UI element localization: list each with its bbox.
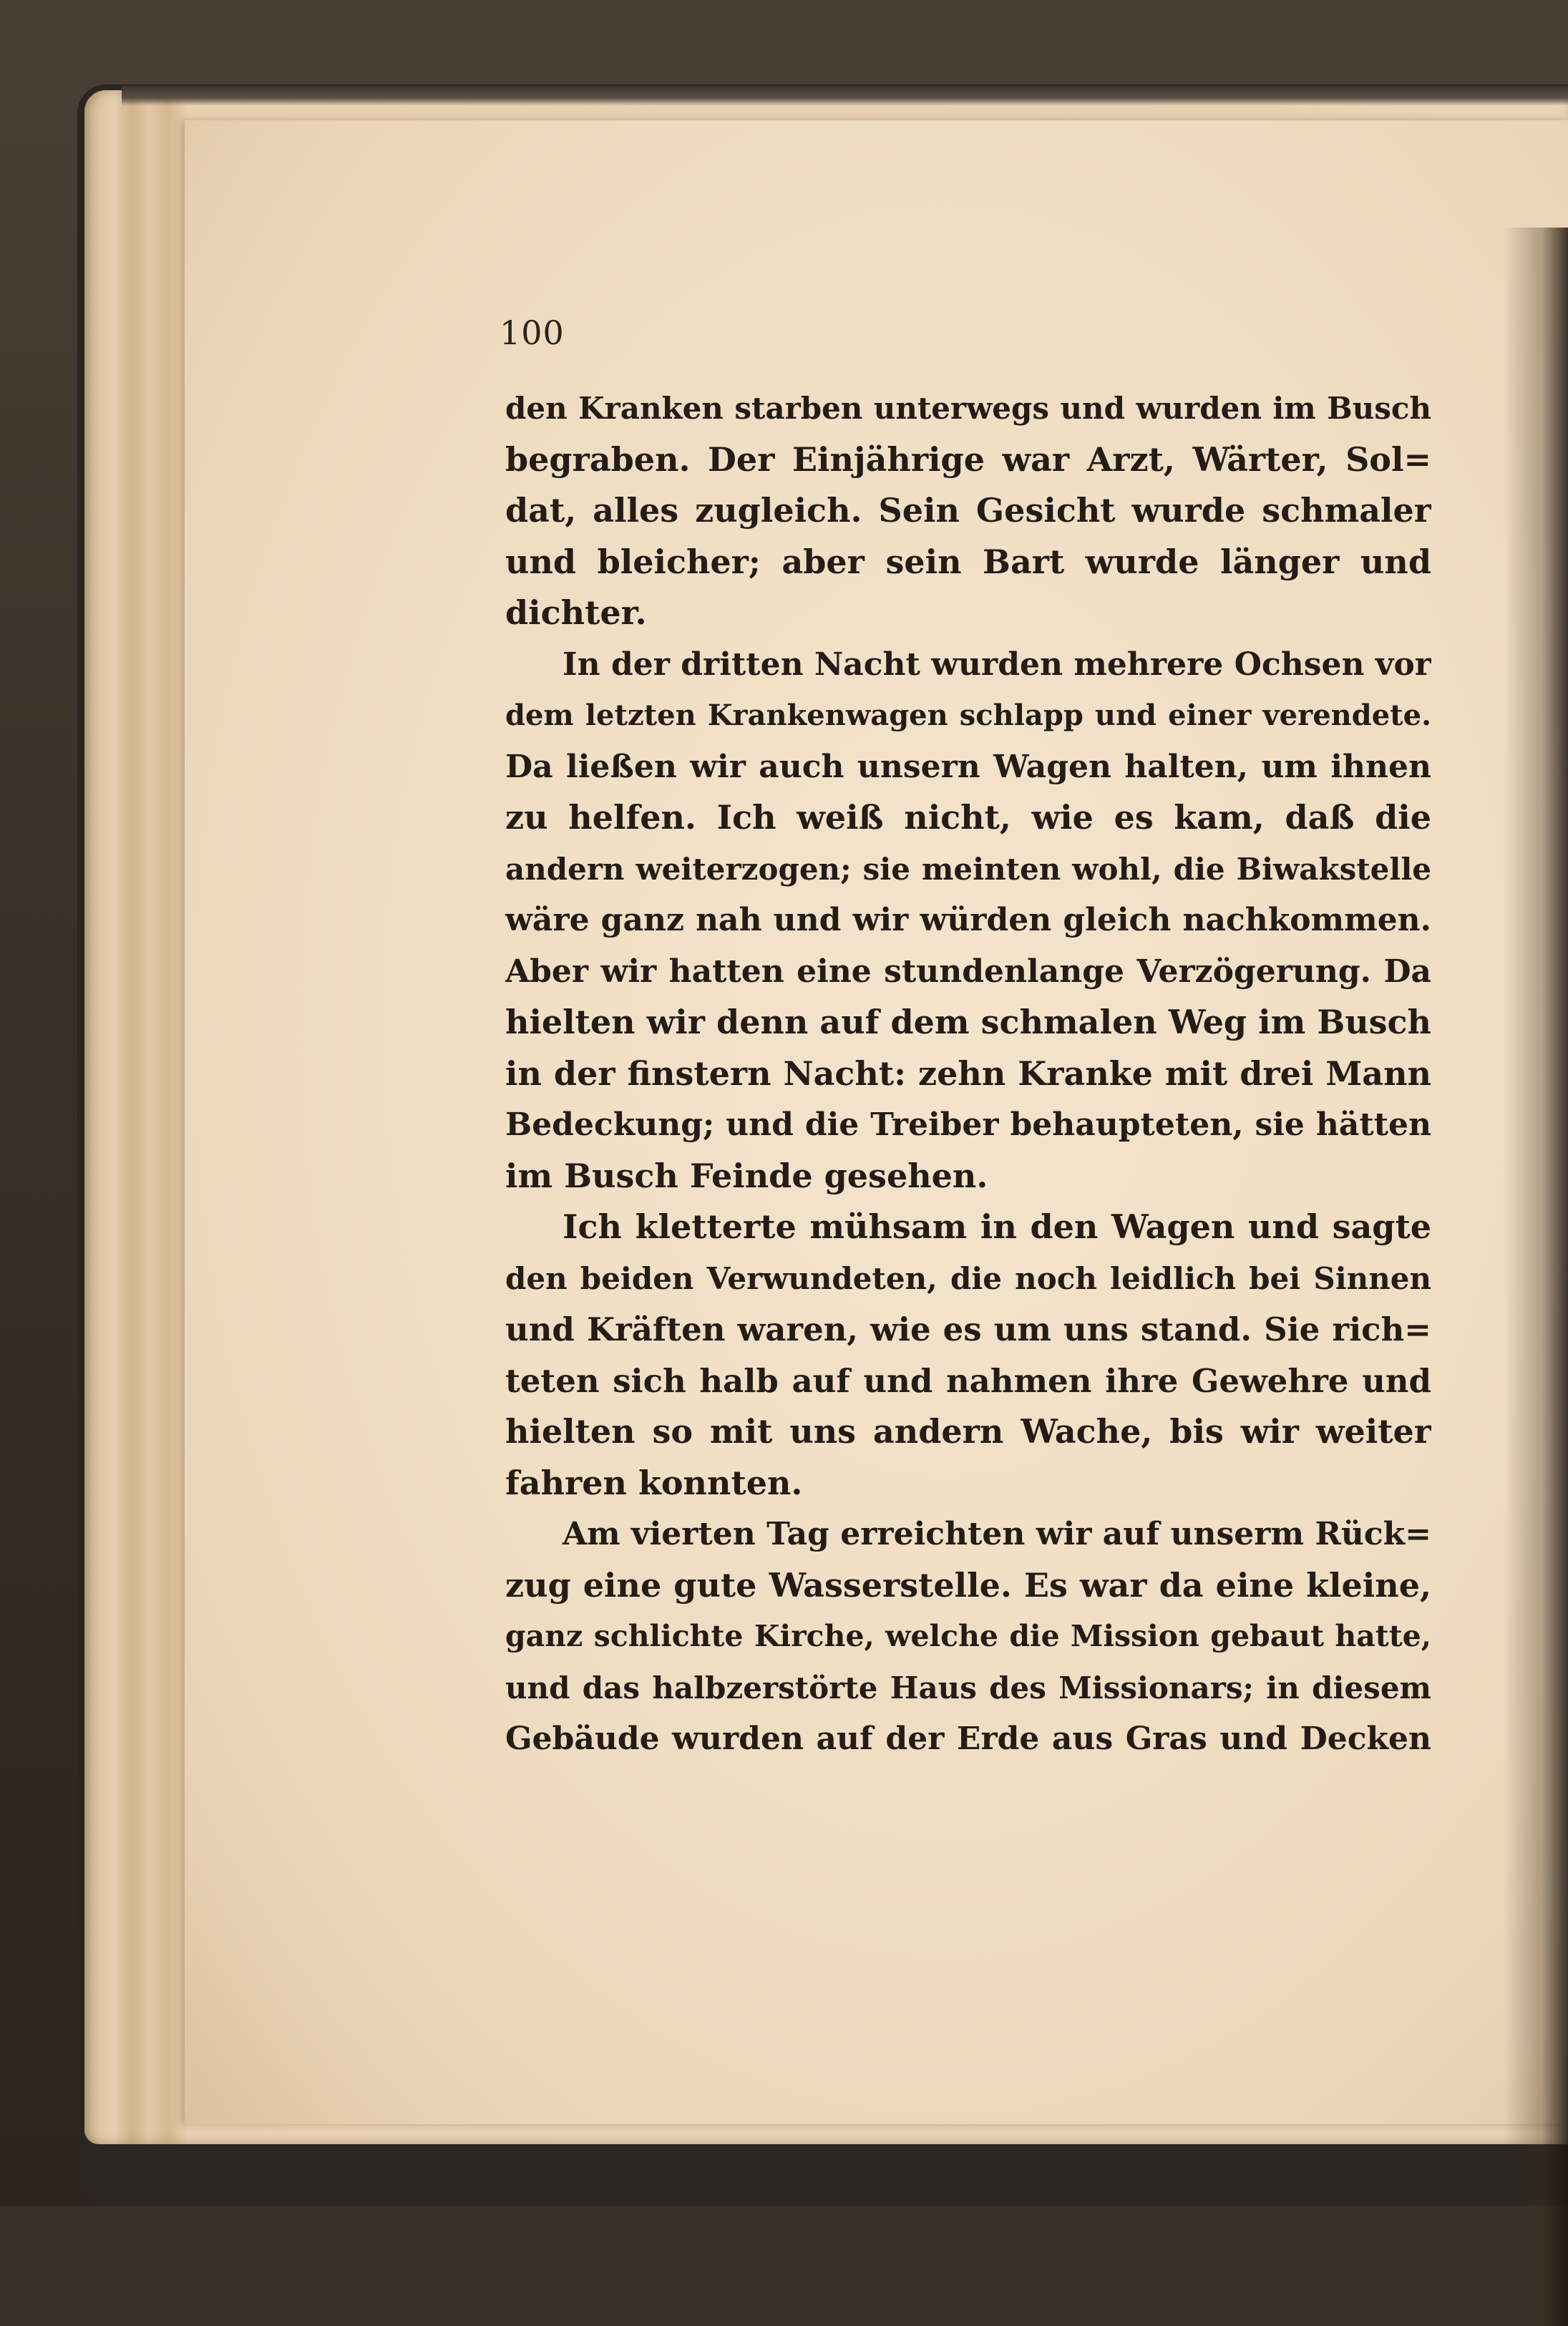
- text-line: Aber wir hatten eine stundenlange Verzögerung. Da: [505, 953, 1431, 990]
- text-line: In der dritten Nacht wurden mehrere Ochsen vor: [563, 646, 1431, 683]
- text-line: Am vierten Tag erreichten wir auf unserm Rück=: [563, 1516, 1431, 1552]
- text-line: dichter.: [505, 593, 647, 632]
- text-line: Ich kletterte mühsam in den Wagen und sagte: [563, 1207, 1431, 1246]
- text-line: den Kranken starben unterwegs und wurden im Busch: [505, 391, 1431, 426]
- text-line: dat, alles zugleich. Sein Gesicht wurde schmaler: [505, 491, 1431, 530]
- text-line: wäre ganz nah und wir würden gleich nachkommen.: [505, 902, 1431, 938]
- text-line: Da ließen wir auch unsern Wagen halten, um ihnen: [505, 748, 1431, 785]
- text-line: dem letzten Krankenwagen schlapp und einer verendete.: [505, 699, 1431, 732]
- text-line: zug eine gute Wasserstelle. Es war da eine kleine,: [505, 1565, 1431, 1605]
- text-line: im Busch Feinde gesehen.: [505, 1156, 988, 1195]
- text-line: zu helfen. Ich weiß nicht, wie es kam, daß die: [505, 798, 1431, 837]
- text-line: andern weiterzogen; sie meinten wohl, die Biwakstelle: [505, 851, 1431, 887]
- book-top-edge: [122, 86, 1568, 106]
- text-line: hielten so mit uns andern Wache, bis wir weiter: [505, 1412, 1431, 1451]
- text-line: in der finstern Nacht: zehn Kranke mit drei Mann: [505, 1053, 1431, 1093]
- text-line: und Kräften waren, wie es um uns stand. Sie rich=: [505, 1310, 1431, 1348]
- text-line: begraben. Der Einjährige war Arzt, Wärter, Sol=: [505, 439, 1431, 479]
- text-line: fahren konnten.: [505, 1463, 803, 1502]
- text-line: und das halbzerstörte Haus des Missionars; in diesem: [505, 1670, 1431, 1705]
- text-line: Bedeckung; und die Treiber behaupteten, sie hätten: [505, 1106, 1431, 1143]
- text-line: teten sich halb auf und nahmen ihre Gewehre und: [505, 1361, 1431, 1400]
- text-line: Gebäude wurden auf der Erde aus Gras und Decken: [505, 1721, 1431, 1757]
- text-line: und bleicher; aber sein Bart wurde länger und: [505, 542, 1431, 581]
- text-line: ganz schlichte Kirche, welche die Mission gebaut hatte,: [505, 1619, 1431, 1653]
- page-body-text: [505, 383, 1431, 1765]
- gutter-shadow: [1504, 228, 1568, 2326]
- text-line: den beiden Verwundeten, die noch leidlich bei Sinnen: [505, 1260, 1431, 1296]
- text-line: hielten wir denn auf dem schmalen Weg im Busch: [505, 1003, 1431, 1041]
- page-number: 100: [500, 313, 565, 352]
